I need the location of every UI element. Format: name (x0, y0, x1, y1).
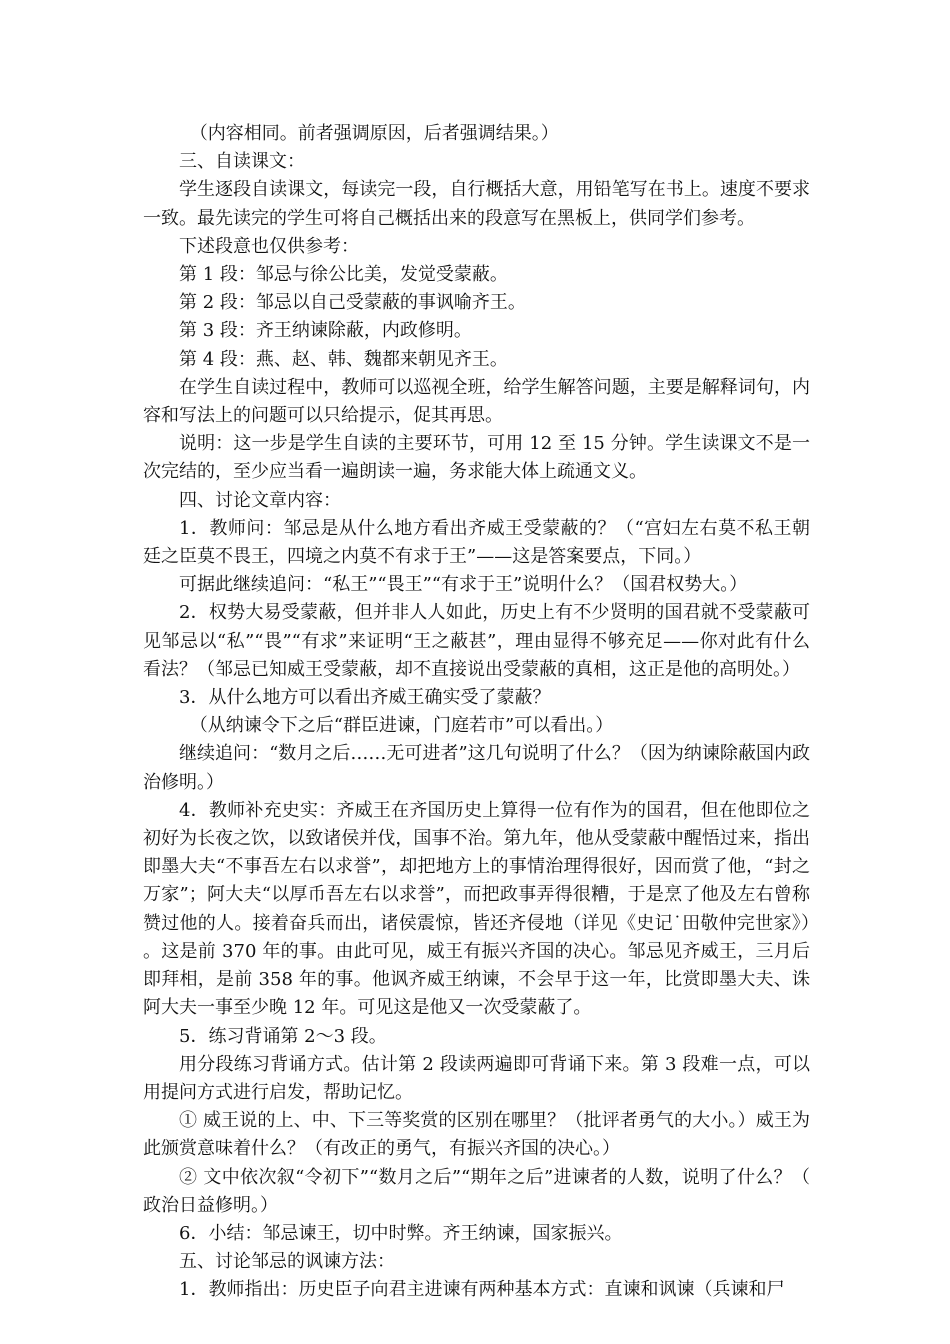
paragraph: 用分段练习背诵方式。估计第 2 段读两遍即可背诵下来。第 3 段难一点，可以用提问方式进行启发，帮助记忆。 (143, 1053, 810, 1103)
paragraph: （从纳谏令下之后“群臣进谏，门庭若市”可以看出。） (189, 715, 614, 737)
paragraph: 2．权势大易受蒙蔽，但并非人人如此，历史上有不少贤明的国君就不受蒙蔽可见邹忌以“私”“畏”“有求”来证明“王之蔽甚”，理由显得不够充足——你对此有什么看法？（邹忌已知威王受蒙蔽，却不直接说出受蒙蔽的真相，这正是他的高明处。） (143, 602, 810, 680)
paragraph: 可据此继续追问：“私王”“畏王”“有求于王”说明什么？（国君权势大。） (179, 574, 748, 596)
list-item: 第 3 段：齐王纳谏除蔽，内政修明。 (179, 320, 472, 342)
section-heading: 三、自读课文： (179, 151, 305, 173)
paragraph: 1．教师指出：历史臣子向君主进谏有两种基本方式：直谏和讽谏（兵谏和尸 (179, 1279, 785, 1301)
paragraph: 1．教师问：邹忌是从什么地方看出齐威王受蒙蔽的？（“宫妇左右莫不私王朝廷之臣莫不畏王，四境之内莫不有求于王”——这是答案要点，下同。） (143, 517, 810, 568)
paragraph: ① 威王说的上、中、下三等奖赏的区别在哪里？（批评者勇气的大小。）威王为此颁赏意味着什么？（有改正的勇气，有振兴齐国的决心。） (143, 1110, 810, 1160)
paragraph: （内容相同。前者强调原因，后者强调结果。） (189, 123, 559, 144)
paragraph: 下述段意也仅供参考： (179, 235, 359, 257)
section-heading: 四、讨论文章内容： (179, 489, 341, 511)
paragraph: ② 文中依次叙“令初下”“数月之后”“期年之后”进谏者的人数，说明了什么？（政治日益修明。） (143, 1166, 810, 1216)
paragraph: 6．小结：邹忌谏王，切中时弊。齐王纳谏，国家振兴。 (179, 1222, 623, 1244)
paragraph: 学生逐段自读课文，每读完一段，自行概括大意，用铅笔写在书上。速度不要求一致。最先读完的学生可将自己概括出来的段意写在黑板上，供同学们参考。 (143, 179, 810, 229)
paragraph: 继续追问：“数月之后……无可进者”这几句说明了什么？（因为纳谏除蔽国内政治修明。） (143, 743, 810, 793)
paragraph: 3．从什么地方可以看出齐威王确实受了蒙蔽？ (179, 687, 551, 709)
paragraph: 在学生自读过程中，教师可以巡视全班，给学生解答问题，主要是解释词句，内容和写法上的问题可以只给提示，促其再思。 (143, 376, 810, 427)
paragraph: 说明：这一步是学生自读的主要环节，可用 12 至 15 分钟。学生读课文不是一次完结的，至少应当看一遍朗读一遍，务求能大体上疏通文义。 (143, 433, 810, 483)
paragraph: 4．教师补充史实：齐威王在齐国历史上算得一位有作为的国君，但在他即位之初好为长夜之饮，以致诸侯并伐，国事不治。第九年，他从受蒙蔽中醒悟过来，指出即墨大夫“不事吾左右以求誉”，却把地方上的事情治理得很好，因而赏了他，“封之万家”；阿大夫“以厚币吾左右以求誉”，而把政事弄得很糟，于是烹了他及左右曾称赞过他的人。接着奋兵而出，诸侯震惊，皆还齐侵地（详见《史记˙田敬仲完世家》）。这是前 370 年的事。由此可见，威王有振兴齐国的决心。邹忌见齐威王，三月后即拜相，是前 358 年的事。他讽齐威王纳谏，不会早于这一年，比赏即墨大夫、诛阿大夫一事至少晚 12 年。可见这是他又一次受蒙蔽了。 (143, 799, 810, 1019)
list-item: 第 1 段：邹忌与徐公比美，发觉受蒙蔽。 (179, 264, 508, 286)
list-item: 第 4 段：燕、赵、韩、魏都来朝见齐王。 (179, 348, 508, 370)
paragraph: 5．练习背诵第 2～3 段。 (179, 1025, 387, 1047)
document-page (143, 120, 810, 1305)
list-item: 第 2 段：邹忌以自己受蒙蔽的事讽喻齐王。 (179, 292, 526, 314)
section-heading: 五、讨论邹忌的讽谏方法： (179, 1251, 395, 1273)
